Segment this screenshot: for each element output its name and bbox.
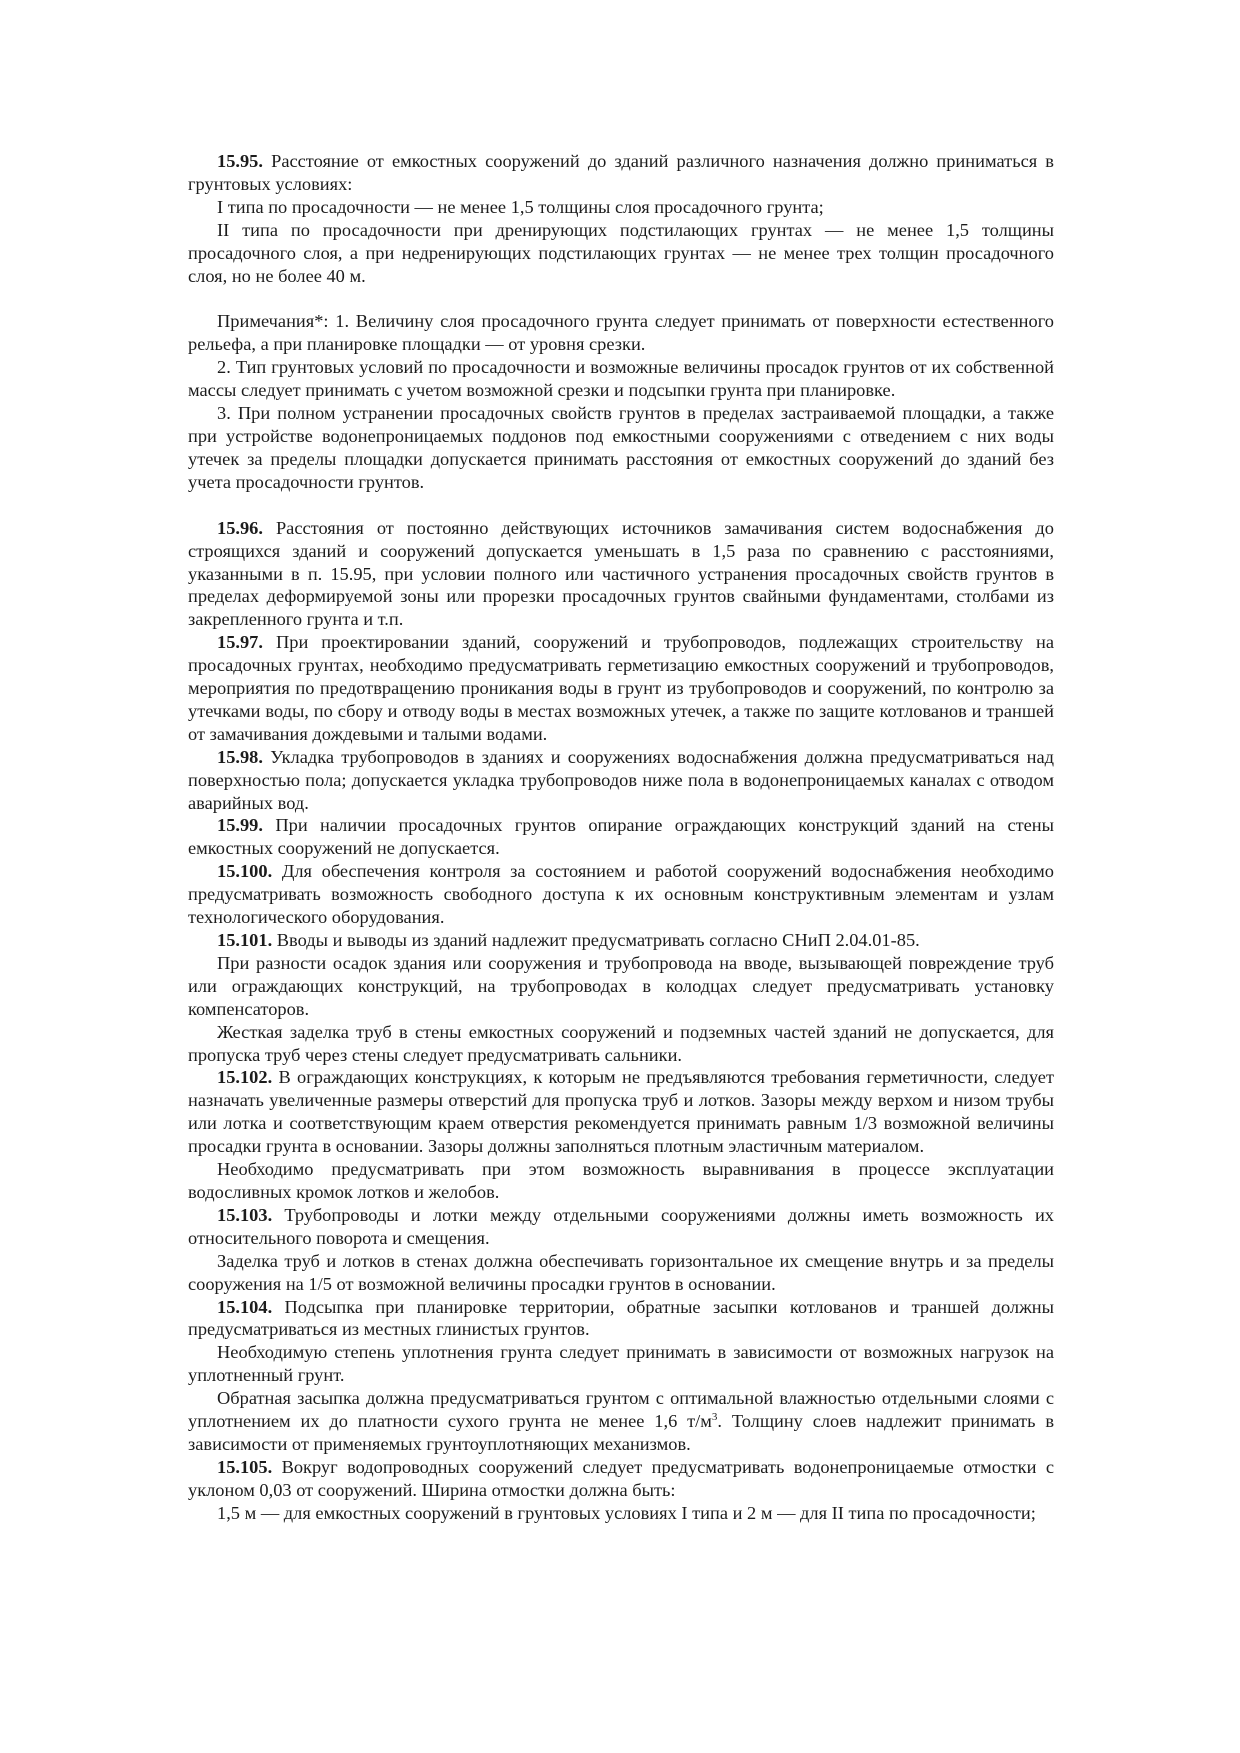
paragraph-text: II типа по просадочности при дренирующих подстилающих грунтах — не менее 1,5 толщины просадочного слоя, а при недренирующих подстилающих грунтах — не менее трех толщин просадочного слоя, но не более 40 м. (188, 219, 1054, 286)
note-2 (188, 356, 1054, 402)
clause-number: 15.100. (217, 861, 273, 882)
paragraph-type-2 (188, 219, 1054, 288)
paragraph-blind-area (188, 1502, 1054, 1525)
paragraph-type-1 (188, 196, 1054, 219)
paragraph-15-104 (188, 1296, 1054, 1342)
paragraph-text: Обратная засыпка должна предусматриваться грунтом с оптимальной влажностью отдельными слоями с уплотнением их до платности сухого грунта не менее 1,6 т/м (188, 1388, 1054, 1432)
paragraph-text: Вокруг водопроводных сооружений следует предусматривать водонепроницаемые отмостки с уклоном 0,03 от сооружений. Ширина отмостки должна быть: (188, 1456, 1054, 1500)
paragraph-glands (188, 1021, 1054, 1067)
paragraph-text: При разности осадок здания или сооружения и трубопровода на вводе, вызывающей повреждение труб или ограждающих конструкций, на трубопроводах в колодцах следует предусматривать установку компенсаторов. (188, 952, 1054, 1019)
note-1 (188, 310, 1054, 356)
note-3 (188, 402, 1054, 494)
paragraph-text: 3. При полном устранении просадочных свойств грунтов в пределах застраиваемой площадки, а также при устройстве водонепроницаемых поддонов под емкостными сооружениями с отведением с них воды утечек за пределы площадки допускается принимать расстояния от емкостных сооружений до зданий без учета просадочности грунтов. (188, 403, 1054, 492)
clause-number: 15.99. (217, 815, 263, 836)
paragraph-15-97 (188, 631, 1054, 746)
clause-number: 15.105. (217, 1456, 273, 1477)
paragraph-15-103 (188, 1204, 1054, 1250)
paragraph-text-continued: . Толщину слоев надлежит принимать в зависимости от применяемых грунтоуплотняющих механизмов. (188, 1411, 1055, 1454)
paragraph-leveling (188, 1158, 1054, 1204)
clause-number: 15.95. (217, 151, 263, 171)
paragraph-text: Трубопроводы и лотки между отдельными сооружениями должны иметь возможность их относительного поворота и смещения. (188, 1204, 1054, 1248)
document-page (188, 150, 1054, 1525)
paragraph-15-100 (188, 860, 1054, 929)
clause-number: 15.97. (217, 632, 263, 653)
clause-number: 15.96. (217, 517, 263, 538)
clause-number: 15.102. (217, 1067, 273, 1088)
paragraph-text: При наличии просадочных грунтов опирание ограждающих конструкций зданий на стены емкостных сооружений не допускается. (188, 815, 1055, 859)
clause-number: 15.101. (217, 930, 273, 950)
paragraph-text: Для обеспечения контроля за состоянием и работой сооружений водоснабжения необходимо предусматривать возможность свободного доступа к их основным конструктивным элементам и узлам технологического оборудования. (188, 861, 1054, 928)
paragraph-compaction (188, 1341, 1054, 1387)
paragraph-text: Вводы и выводы из зданий надлежит предусматривать согласно СНиП 2.04.01-85. (276, 930, 920, 950)
paragraph-15-95 (188, 150, 1054, 196)
paragraph-embedding (188, 1250, 1054, 1296)
paragraph-text: Расстояние от емкостных сооружений до зданий различного назначения должно приниматься в грунтовых условиях: (188, 151, 1054, 194)
paragraph-15-102 (188, 1066, 1054, 1158)
clause-number: 15.103. (217, 1204, 273, 1225)
paragraph-text: Укладка трубопроводов в зданиях и сооружениях водоснабжения должна предусматриваться над поверхностью пола; допускается укладка трубопроводов ниже пола в водонепроницаемых каналах с отводом аварийных вод. (188, 746, 1054, 813)
paragraph-text: Заделка труб и лотков в стенах должна обеспечивать горизонтальное их смещение внутрь и за пределы сооружения на 1/5 от возможной величины просадки грунтов в основании. (188, 1250, 1054, 1294)
paragraph-text: Необходимую степень уплотнения грунта следует принимать в зависимости от возможных нагрузок на уплотненный грунт. (188, 1342, 1054, 1386)
paragraph-text: I типа по просадочности — не менее 1,5 толщины слоя просадочного грунта; (217, 196, 824, 217)
paragraph-text: 2. Тип грунтовых условий по просадочности и возможные величины просадок грунтов от их собственной массы следует принимать с учетом возможной срезки и подсыпки грунта при планировке. (188, 357, 1054, 401)
paragraph-text: При проектировании зданий, сооружений и трубопроводов, подлежащих строительству на просадочных грунтах, необходимо предусматривать герметизацию емкостных сооружений и трубопроводов, мероприятия по предотвращению проникания воды в грунт из трубопроводов и сооружений, по контролю за утечками воды, по сбору и отводу воды в местах возможных утечек, а также по защите котлованов и траншей от замачивания дождевыми и талыми водами. (188, 632, 1054, 744)
clause-number: 15.98. (217, 746, 263, 767)
clause-number: 15.104. (217, 1296, 273, 1317)
paragraph-text: Расстояния от постоянно действующих источников замачивания систем водоснабжения до строящихся зданий и сооружений допускается уменьшать в 1,5 раза по сравнению с расстояниями, указанными в п. 15.95, при условии полного или частичного устранения просадочных свойств грунтов в пределах деформируемой зоны или прорезки просадочных грунтов свайными фундаментами, столбами из закрепленного грунта и т.п. (188, 517, 1054, 630)
paragraph-15-101 (188, 929, 1054, 952)
paragraph-text: Подсыпка при планировке территории, обратные засыпки котлованов и траншей должны предусматриваться из местных глинистых грунтов. (188, 1296, 1054, 1340)
paragraph-text: В ограждающих конструкциях, к которым не предъявляются требования герметичности, следует назначать увеличенные размеры отверстий для пропуска труб и лотков. Зазоры между верхом и низом трубы или лотка и соответствующим краем отверстия рекомендуется принимать равным 1/3 возможной величины просадки грунта в основании. Зазоры должны заполняться плотным эластичным материалом. (188, 1067, 1054, 1157)
spacer (188, 494, 1054, 517)
paragraph-text: Жесткая заделка труб в стены емкостных сооружений и подземных частей зданий не допускается, для пропуска труб через стены следует предусматривать сальники. (188, 1021, 1054, 1065)
superscript: 3 (711, 1410, 718, 1423)
paragraph-15-98 (188, 746, 1054, 815)
paragraph-text: 1,5 м — для емкостных сооружений в грунтовых условиях I типа и 2 м — для II типа по просадочности; (217, 1502, 1036, 1523)
paragraph-backfill (188, 1387, 1054, 1456)
paragraph-text: Примечания*: 1. Величину слоя просадочного грунта следует принимать от поверхности естественного рельефа, а при планировке площадки — от уровня срезки. (188, 311, 1054, 355)
paragraph-15-105 (188, 1456, 1054, 1502)
paragraph-compensators (188, 952, 1054, 1021)
paragraph-15-99 (188, 814, 1054, 860)
paragraph-15-96 (188, 517, 1054, 632)
paragraph-text: Необходимо предусматривать при этом возможность выравнивания в процессе эксплуатации водосливных кромок лотков и желобов. (188, 1159, 1054, 1202)
spacer (188, 287, 1054, 310)
